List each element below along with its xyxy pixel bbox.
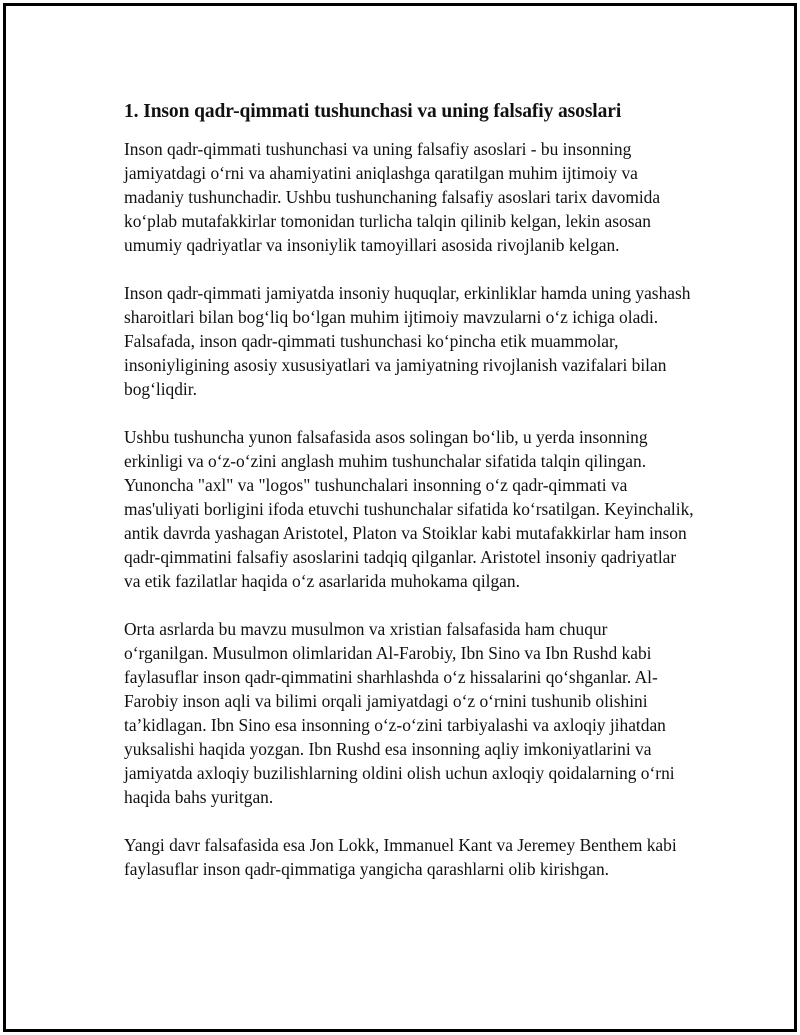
paragraph-3: Ushbu tushuncha yunon falsafasida asos solingan bo‘lib, u yerda insonning erkinligi va o‘z-o‘zini anglash muhim tushunchalar sifatida talqin qilingan. Yunoncha "axl" va "logos" tushunchalari insonning o‘z qadr-qimmati va mas'uliyati borligini ifoda etuvchi tushunchalar sifatida ko‘rsatilgan. Keyinchalik, antik davrda yashagan Aristotel, Platon va Stoiklar kabi mutafakkirlar ham inson qadr-qimmatini falsafiy asoslarini tadqiq qilganlar. Aristotel insoniy qadriyatlar va etik fazilatlar haqida o‘z asarlarida muhokama qilgan.: [124, 427, 694, 591]
page-frame: [3, 3, 797, 1032]
paragraph-2: Inson qadr-qimmati jamiyatda insoniy huquqlar, erkinliklar hamda uning yashash sharoitlari bilan bog‘liq bo‘lgan muhim ijtimoiy mavzularni o‘z ichiga oladi. Falsafada, inson qadr-qimmati tushunchasi ko‘pincha etik muammolar, insoniyligining asosiy xususiyatlari va jamiyatning rivojlanish vazifalari bilan bog‘liqdir.: [124, 283, 691, 399]
paragraph-5: Yangi davr falsafasida esa Jon Lokk, Immanuel Kant va Jeremey Benthem kabi faylasuflar inson qadr-qimmatiga yangicha qarashlarni olib kirishgan.: [124, 835, 677, 879]
paragraph-1: Inson qadr-qimmati tushunchasi va uning falsafiy asoslari - bu insonning jamiyatdagi o‘rni va ahamiyatini aniqlashga qaratilgan muhim ijtimoiy va madaniy tushunchadir. Ushbu tushunchaning falsafiy asoslari tarix davomida ko‘plab mutafakkirlar tomonidan turlicha talqin qilinib kelgan, lekin asosan umumiy qadriyatlar va insoniylik tamoyillari asosida rivojlanib kelgan.: [124, 139, 661, 255]
section-heading: 1. Inson qadr-qimmati tushunchasi va uning falsafiy asoslari: [124, 101, 622, 122]
document-body: [124, 98, 694, 905]
paragraph-4: Orta asrlarda bu mavzu musulmon va xristian falsafasida ham chuqur o‘rganilgan. Musulmon olimlaridan Al-Farobiy, Ibn Sino va Ibn Rushd kabi faylasuflar inson qadr-qimmatini sharhlashda o‘z hissalarini qo‘shganlar. Al-Farobiy inson aqli va bilimi orqali jamiyatdagi o‘z o‘rnini tushunib olishini ta’kidlagan. Ibn Sino esa insonning o‘z-o‘zini tarbiyalashi va axloqiy jihatdan yuksalishi haqida yozgan. Ibn Rushd esa insonning aqliy imkoniyatlarini va jamiyatda axloqiy buzilishlarning oldini olish uchun axloqiy qoidalarning o‘rni haqida bahs yuritgan.: [124, 619, 675, 807]
